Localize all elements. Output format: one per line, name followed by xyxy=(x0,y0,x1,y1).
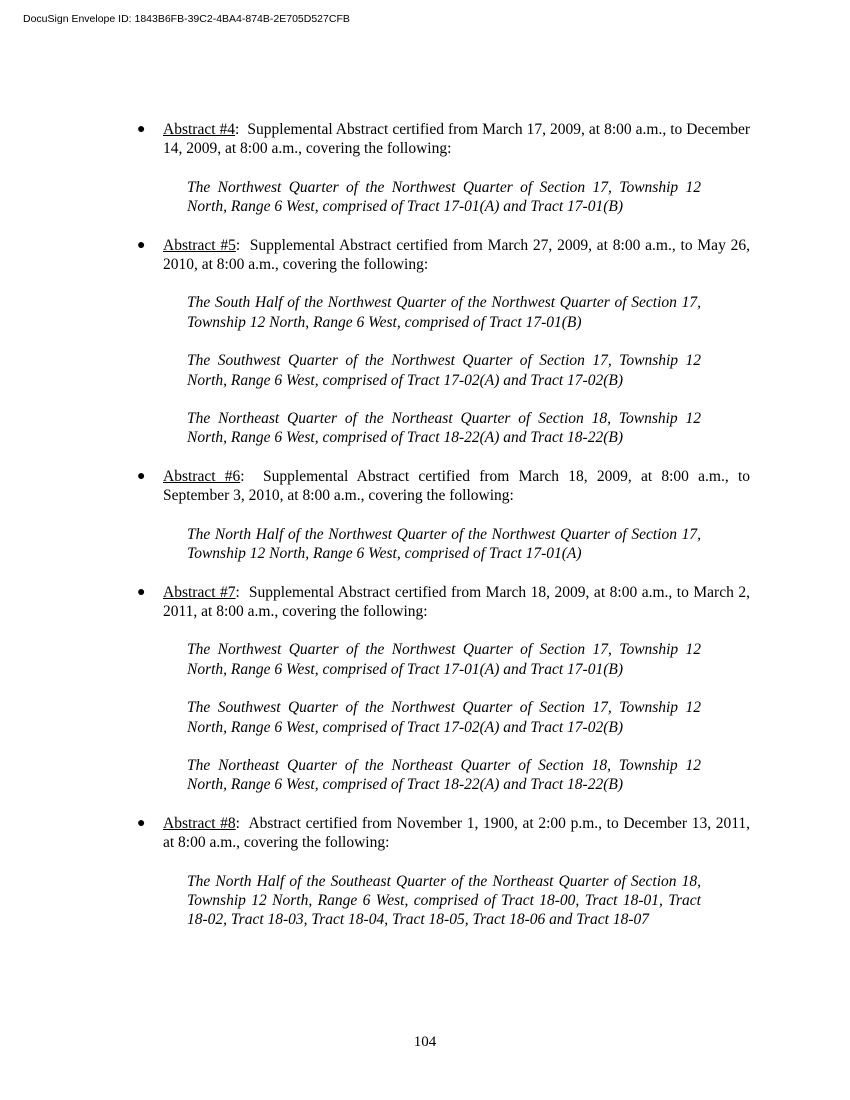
tract-description: The Northwest Quarter of the Northwest Quarter of Section 17, Township 12 North, Range 6 West, comprised of Tract 17-01(A) and Tract 17-01(B) xyxy=(187,641,701,678)
abstract-name: Abstract #6 xyxy=(163,467,241,485)
page-number: 104 xyxy=(413,1034,437,1050)
docusign-envelope-id: DocuSign Envelope ID: 1843B6FB-39C2-4BA4-874B-2E705D527CFB xyxy=(23,13,350,25)
abstract-name: Abstract #8 xyxy=(163,814,236,832)
bullet-icon: ● xyxy=(137,815,146,831)
abstract-description: Abstract #5: Supplemental Abstract certified from March 27, 2009, at 8:00 a.m., to May 26, 2010, at 8:00 a.m., covering the following: xyxy=(163,236,751,274)
abstract-name: Abstract #4 xyxy=(163,121,236,138)
bullet-icon: ● xyxy=(137,584,146,600)
tract-description: The North Half of the Southeast Quarter of the Northeast Quarter of Section 18, Township 12 North, Range 6 West, comprised of Tract 18-00, Tract 18-01, Tract 18-02, Tract 18-03, Tract 18-04, Tract 18-05, Tract 18-06 and Tract 18-07 xyxy=(187,872,701,929)
abstract-description: Abstract #6: Supplemental Abstract certified from March 18, 2009, at 8:00 a.m., to September 3, 2010, at 8:00 a.m., covering the following: xyxy=(163,467,750,505)
tract-description: The Southwest Quarter of the Northwest Quarter of Section 17, Township 12 North, Range 6 West, comprised of Tract 17-02(A) and Tract 17-02(B) xyxy=(187,699,701,736)
abstract-description-text: Supplemental Abstract certified from March 18, 2009, at 8:00 a.m., to September 3, 2010, at 8:00 a.m., covering the following: xyxy=(163,467,750,505)
abstract-item xyxy=(137,467,750,564)
bullet-icon: ● xyxy=(137,237,146,253)
abstract-description-text: Supplemental Abstract certified from March 18, 2009, at 8:00 a.m., to March 2, 2011, at 8:00 a.m., covering the following: xyxy=(163,583,750,620)
abstract-item xyxy=(137,236,751,448)
abstract-item xyxy=(137,120,750,217)
tract-description: The North Half of the Northwest Quarter of the Northwest Quarter of Section 17, Township 12 North, Range 6 West, comprised of Tract 17-01(A) xyxy=(187,525,701,563)
tract-description: The Northeast Quarter of the Northeast Quarter of Section 18, Township 12 North, Range 6 West, comprised of Tract 18-22(A) and Tract 18-22(B) xyxy=(187,410,701,447)
tract-description: The Southwest Quarter of the Northwest Quarter of Section 17, Township 12 North, Range 6 West, comprised of Tract 17-02(A) and Tract 17-02(B) xyxy=(187,352,701,389)
bullet-icon: ● xyxy=(137,468,146,484)
abstract-description-text: Abstract certified from November 1, 1900, at 2:00 p.m., to December 13, 2011, at 8:00 a.m., covering the following: xyxy=(163,814,751,852)
tract-description: The Northeast Quarter of the Northeast Quarter of Section 18, Township 12 North, Range 6 West, comprised of Tract 18-22(A) and Tract 18-22(B) xyxy=(187,756,701,794)
bullet-icon: ● xyxy=(137,122,146,137)
abstract-name: Abstract #5 xyxy=(163,236,236,254)
abstract-item xyxy=(137,583,750,795)
abstract-list xyxy=(137,120,751,949)
tract-description: The Northwest Quarter of the Northwest Quarter of Section 17, Township 12 North, Range 6 West, comprised of Tract 17-01(A) and Tract 17-01(B) xyxy=(187,178,701,216)
tract-description: The South Half of the Northwest Quarter of the Northwest Quarter of Section 17, Township 12 North, Range 6 West, comprised of Tract 17-01(B) xyxy=(187,294,701,331)
abstract-description-text: Supplemental Abstract certified from March 27, 2009, at 8:00 a.m., to May 26, 2010, at 8:00 a.m., covering the following: xyxy=(163,236,751,274)
abstract-description: Abstract #4: Supplemental Abstract certified from March 17, 2009, at 8:00 a.m., to December 14, 2009, at 8:00 a.m., covering the following: xyxy=(163,121,750,158)
abstract-name: Abstract #7 xyxy=(163,583,236,601)
abstract-description-text: Supplemental Abstract certified from March 17, 2009, at 8:00 a.m., to December 14, 2009, at 8:00 a.m., covering the following: xyxy=(163,121,750,158)
abstract-description: Abstract #8: Abstract certified from November 1, 1900, at 2:00 p.m., to December 13, 2011, at 8:00 a.m., covering the following: xyxy=(163,814,751,852)
abstract-item xyxy=(137,814,751,930)
abstract-description: Abstract #7: Supplemental Abstract certified from March 18, 2009, at 8:00 a.m., to March 2, 2011, at 8:00 a.m., covering the following: xyxy=(163,583,750,620)
